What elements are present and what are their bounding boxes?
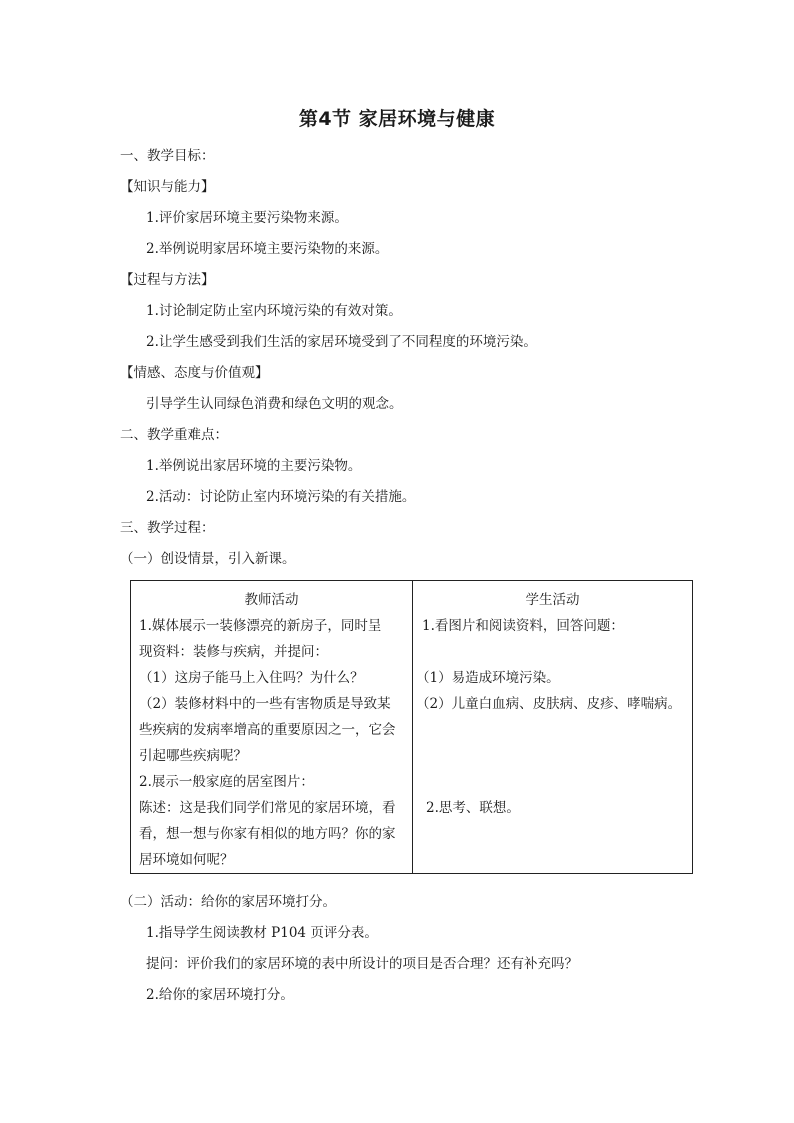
- part2-item: 2.给你的家居环境打分。: [146, 987, 294, 1003]
- knowledge-heading: 【知识与能力】: [120, 179, 215, 195]
- teacher-activity-line: 2.展示一般家庭的居室图片：: [139, 774, 314, 790]
- teacher-activity-line: 引起哪些疾病呢？: [139, 748, 247, 764]
- teacher-activity-line: 看，想一想与你家有相似的地方吗？你的家: [139, 826, 396, 842]
- part2-heading: （二）活动：给你的家居环境打分。: [120, 894, 336, 910]
- emotion-heading: 【情感、态度与价值观】: [120, 365, 269, 381]
- keypoints-heading: 二、教学重难点：: [120, 427, 228, 443]
- teacher-activity-line: 1.媒体展示一装修漂亮的新房子，同时呈: [139, 618, 382, 634]
- student-activity-line: （1）易造成环境污染。: [416, 670, 560, 686]
- table-column-divider: [412, 581, 413, 873]
- teacher-activity-line: 现资料：装修与疾病，并提问：: [139, 644, 328, 660]
- keypoints-item: 1.举例说出家居环境的主要污染物。: [146, 458, 362, 474]
- activity-table: [130, 580, 693, 874]
- emotion-item: 引导学生认同绿色消费和绿色文明的观念。: [146, 396, 403, 412]
- part1-heading: （一）创设情景，引入新课。: [120, 551, 296, 567]
- table-header-student: 学生活动: [525, 592, 580, 608]
- teacher-activity-line: 陈述：这是我们同学们常见的家居环境，看: [139, 800, 396, 816]
- table-header-teacher: 教师活动: [244, 592, 299, 608]
- keypoints-item: 2.活动：讨论防止室内环境污染的有关措施。: [146, 489, 416, 505]
- student-activity-line: 1.看图片和阅读资料，回答问题：: [422, 618, 624, 634]
- teacher-activity-line: 居环境如何呢？: [139, 852, 234, 868]
- teacher-activity-line: 些疾病的发病率增高的重要原因之一，它会: [139, 722, 396, 738]
- process-heading: 【过程与方法】: [120, 272, 215, 288]
- teaching-process-heading: 三、教学过程：: [120, 520, 215, 536]
- process-item: 2.让学生感受到我们生活的家居环境受到了不同程度的环境污染。: [146, 334, 537, 350]
- student-activity-line: （2）儿童白血病、皮肤病、皮疹、哮喘病。: [416, 696, 682, 712]
- teacher-activity-line: （1）这房子能马上入住吗？为什么？: [139, 670, 364, 686]
- teacher-activity-line: （2）装修材料中的一些有害物质是导致某: [139, 696, 391, 712]
- knowledge-item: 1.评价家居环境主要污染物来源。: [146, 210, 348, 226]
- objectives-heading: 一、教学目标：: [120, 148, 215, 164]
- student-activity-line: 2.思考、联想。: [426, 800, 520, 816]
- page-title: 第4节 家居环境与健康: [298, 108, 496, 130]
- knowledge-item: 2.举例说明家居环境主要污染物的来源。: [146, 241, 389, 257]
- part2-item: 1.指导学生阅读教材 P104 页评分表。: [146, 925, 378, 941]
- part2-item: 提问：评价我们的家居环境的表中所设计的项目是否合理？还有补充吗？: [146, 956, 578, 972]
- process-item: 1.讨论制定防止室内环境污染的有效对策。: [146, 303, 402, 319]
